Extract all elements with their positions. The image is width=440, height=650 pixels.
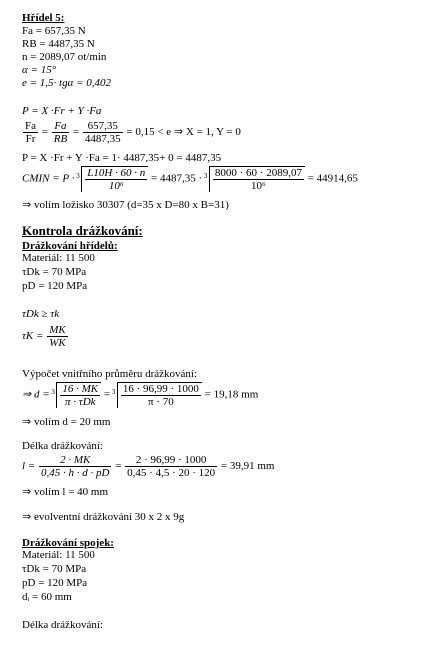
section-title-spline: Kontrola drážkování: — [22, 223, 143, 238]
ratio-fraction-a: $\frac{Fa}{Fr}$ — [25, 120, 36, 145]
involute-spline-choice: ⇒ evolventní drážkování 30 x 2 x 9g — [22, 511, 185, 523]
cube-root-numeric: 3 $\frac{8000 \cdot 60 \cdot 2089,07}{\text{10⁶}}$ — [205, 166, 305, 192]
e-coefficient: e = 1,5· tgα = 0,402 — [22, 77, 112, 89]
ratio-fraction-c: $\frac{657,35}{4487,35}$ — [84, 120, 121, 145]
hub-allowed-pressure: pD = 120 MPa — [22, 577, 88, 589]
allowed-shear: τDk = 70 MPa — [22, 266, 87, 278]
strength-condition: τDk ≥ τk — [22, 308, 60, 320]
cube-root-symbolic: 3 $\frac{L10H \cdot 60 \cdot n}{\text{10⁶}}$ — [77, 166, 148, 192]
axial-force: Fa = 657,35 N — [22, 25, 86, 37]
length-choice: ⇒ volím l = 40 mm — [22, 486, 109, 498]
spline-length-label: Délka drážkování: — [22, 440, 103, 452]
spline-length-formula: l = $\frac{2 \cdot MK}{0,45 \cdot h \cdot d \cdot pD}$ = $\frac{2 \cdot 96,99 \cdot 1000}{0,45 \cdot 4,5 \cdot 20 \cdot 120}$ = 39,91 mm — [22, 454, 275, 479]
diameter-choice: ⇒ volím d = 20 mm — [22, 416, 111, 428]
inner-diameter-formula: ⇒ d = 3 16 · MK π · τDk = 3 $\frac{16 \cdot 96,99 \cdot 1000}{\pi \cdot 70}$ = 19,18 mm — [22, 383, 259, 408]
ratio-fraction-b: $\frac{Fa}{RB}$ — [53, 120, 68, 145]
torsion-stress-formula: τK = $\frac{MK}{WK}$ — [22, 324, 66, 349]
cmin-lhs: CMIN = P · — [22, 172, 75, 185]
speed: n = 2089,07 ot/min — [22, 51, 107, 63]
subsection-hub-spline: Drážkování spojek: — [22, 537, 114, 549]
hub-inner-diameter: dᵢ = 60 mm — [22, 591, 72, 603]
hub-length-label: Délka drážkování: — [22, 619, 103, 631]
alpha-angle: α = 15° — [22, 64, 57, 76]
inner-diameter-label: Výpočet vnitřního průměru drážkování: — [22, 368, 198, 380]
cmin-result: = 44914,65 — [307, 172, 358, 185]
radial-force: RB = 4487,35 N — [22, 38, 95, 50]
hub-allowed-shear: τDk = 70 MPa — [22, 563, 87, 575]
section-title-shaft: Hřídel 5: — [22, 12, 65, 24]
equivalent-load-result: P = X ·Fr + Y ·Fa = 1· 4487,35+ 0 = 4487,35 — [22, 152, 222, 164]
ratio-result: = 0,15 < e ⇒ X = 1, Y = 0 — [126, 126, 241, 139]
subsection-shaft-spline: Drážkování hřídelů: — [22, 240, 118, 252]
cmin-mid: = 4487,35 · — [151, 172, 203, 185]
equivalent-load-formula: P = X ·Fr + Y ·Fa — [22, 105, 102, 117]
material: Materiál: 11 500 — [22, 252, 95, 264]
cmin-formula-row — [22, 166, 358, 192]
load-ratio-row: $\frac{Fa}{Fr}$ = $\frac{Fa}{RB}$ = $\frac{657,35}{4487,35}$ = 0,15 < e ⇒ X = 1, Y = 0 — [25, 120, 241, 145]
bearing-choice: ⇒ volím ložisko 30307 (d=35 x D=80 x B=31) — [22, 199, 229, 211]
cube-root-d-symbolic: 3 16 · MK π · τDk — [52, 382, 101, 408]
hub-material: Materiál: 11 500 — [22, 549, 95, 561]
allowed-pressure: pD = 120 MPa — [22, 280, 88, 292]
cube-root-d-numeric: 3 $\frac{16 \cdot 96,99 \cdot 1000}{\pi \cdot 70}$ — [113, 382, 202, 408]
